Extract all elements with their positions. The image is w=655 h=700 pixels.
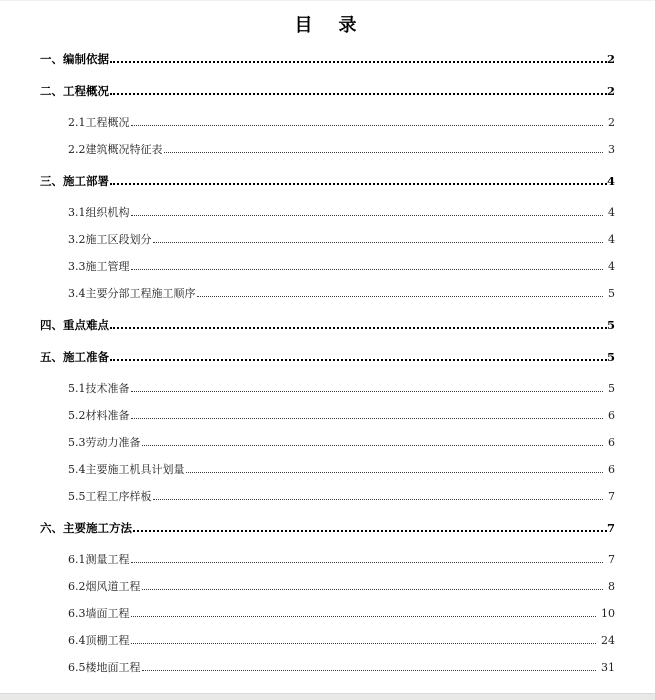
dot-leader	[110, 61, 607, 63]
toc-entry-label: 三、施工部署	[40, 174, 109, 188]
toc-entry-label: 6.1测量工程	[68, 553, 130, 566]
toc-entry[interactable]	[40, 136, 615, 163]
dot-leader	[131, 562, 604, 563]
dot-leader	[131, 215, 604, 216]
toc-entry-page: 4	[608, 233, 615, 246]
dot-leader	[153, 499, 604, 500]
toc-entry[interactable]	[40, 375, 615, 402]
toc-entry-page: 5	[608, 287, 615, 300]
toc-entry-page: 8	[608, 580, 615, 593]
toc-entry-label: 5.5工程工序样板	[68, 490, 152, 503]
toc-entry-label: 6.4顶棚工程	[68, 634, 130, 647]
toc-entry[interactable]	[40, 429, 615, 456]
toc-entry[interactable]	[40, 280, 615, 307]
toc-entry[interactable]	[40, 253, 615, 280]
toc-entry[interactable]	[40, 46, 615, 73]
dot-leader	[131, 643, 597, 644]
toc-entry-label: 五、施工准备	[40, 350, 109, 364]
dot-leader	[197, 296, 604, 297]
toc-entry-label: 3.1组织机构	[68, 206, 130, 219]
toc-entry-page: 4	[606, 174, 615, 188]
dot-leader	[110, 327, 607, 329]
toc-entry-page: 24	[601, 634, 615, 647]
toc-entry[interactable]	[40, 573, 615, 600]
toc-entry[interactable]	[40, 344, 615, 371]
dot-leader	[186, 472, 604, 473]
dot-leader	[110, 359, 607, 361]
toc-entry-label: 6.3墙面工程	[68, 607, 130, 620]
dot-leader	[131, 391, 604, 392]
dot-leader	[110, 183, 607, 185]
toc-entry[interactable]	[40, 402, 615, 429]
toc-entry[interactable]	[40, 312, 615, 339]
toc-entry-page: 5	[606, 318, 615, 332]
toc-entry-label: 二、工程概况	[40, 84, 109, 98]
toc-entry-page: 2	[606, 52, 615, 66]
toc-entry-page: 6	[608, 409, 615, 422]
dot-leader	[110, 93, 607, 95]
toc-entry-page: 7	[608, 490, 615, 503]
toc-entry[interactable]	[40, 483, 615, 510]
toc-title: 目 录	[294, 15, 361, 36]
toc-entry[interactable]	[40, 109, 615, 136]
toc-list	[0, 46, 655, 681]
toc-entry[interactable]	[40, 654, 615, 681]
dot-leader	[164, 152, 604, 153]
dot-leader	[131, 125, 604, 126]
dot-leader	[131, 269, 604, 270]
dot-leader	[131, 616, 597, 617]
toc-entry-page: 3	[608, 143, 615, 156]
toc-entry-page: 6	[608, 463, 615, 476]
toc-entry[interactable]	[40, 627, 615, 654]
toc-entry-page: 4	[608, 260, 615, 273]
dot-leader	[142, 589, 604, 590]
dot-leader	[131, 418, 604, 419]
toc-entry-label: 2.1工程概况	[68, 116, 130, 129]
toc-entry-label: 6.2烟风道工程	[68, 580, 141, 593]
toc-entry-label: 六、主要施工方法	[40, 521, 132, 535]
dot-leader	[133, 530, 607, 532]
toc-entry-label: 5.1技术准备	[68, 382, 130, 395]
toc-entry-label: 3.3施工管理	[68, 260, 130, 273]
toc-entry-page: 10	[601, 607, 615, 620]
dot-leader	[142, 445, 604, 446]
toc-entry-label: 2.2建筑概况特征表	[68, 143, 163, 156]
toc-entry-label: 一、编制依据	[40, 52, 109, 66]
toc-entry-label: 6.5楼地面工程	[68, 661, 141, 674]
toc-entry[interactable]	[40, 515, 615, 542]
toc-entry-label: 5.2材料准备	[68, 409, 130, 422]
toc-entry-page: 6	[608, 436, 615, 449]
toc-entry-label: 5.4主要施工机具计划量	[68, 463, 185, 476]
toc-entry-label: 3.4主要分部工程施工顺序	[68, 287, 196, 300]
toc-entry[interactable]	[40, 546, 615, 573]
toc-entry-page: 5	[606, 350, 615, 364]
dot-leader	[142, 670, 597, 671]
toc-entry-page: 2	[608, 116, 615, 129]
toc-entry-label: 3.2施工区段划分	[68, 233, 152, 246]
toc-entry-page: 4	[608, 206, 615, 219]
toc-entry-page: 31	[601, 661, 615, 674]
toc-entry-page: 7	[608, 553, 615, 566]
toc-entry-label: 5.3劳动力准备	[68, 436, 141, 449]
dot-leader	[153, 242, 604, 243]
toc-entry[interactable]	[40, 600, 615, 627]
toc-entry-page: 7	[606, 521, 615, 535]
toc-entry[interactable]	[40, 168, 615, 195]
toc-entry[interactable]	[40, 226, 615, 253]
toc-entry-page: 2	[606, 84, 615, 98]
page-bottom-edge	[0, 693, 655, 700]
toc-entry-label: 四、重点难点	[40, 318, 109, 332]
toc-entry[interactable]	[40, 456, 615, 483]
toc-entry-page: 5	[608, 382, 615, 395]
toc-entry[interactable]	[40, 78, 615, 105]
toc-entry[interactable]	[40, 199, 615, 226]
